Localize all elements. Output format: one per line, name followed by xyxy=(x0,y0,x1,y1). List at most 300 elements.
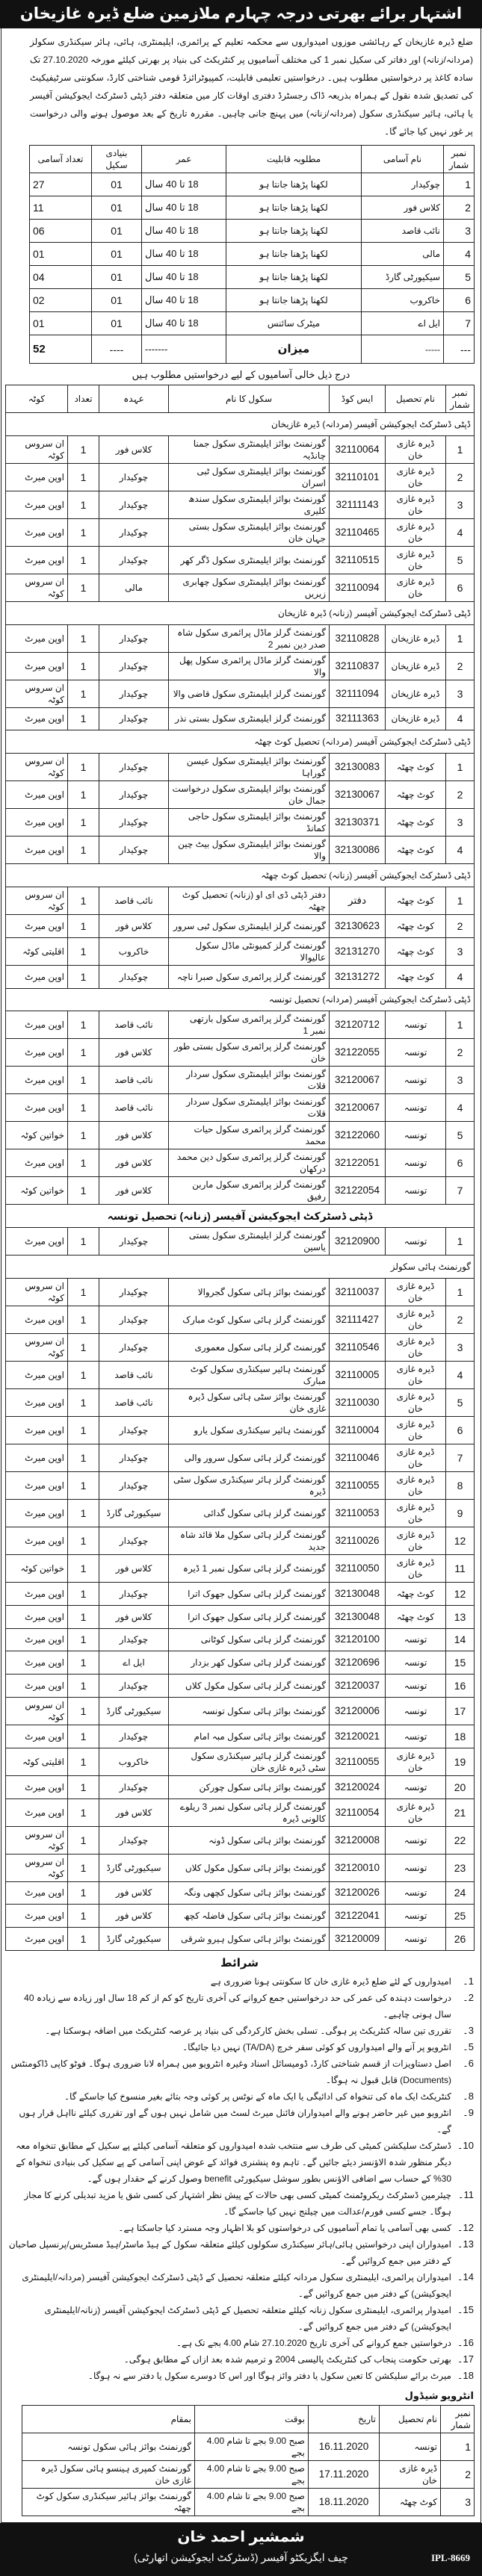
table-row xyxy=(6,1011,475,1039)
quota-cell: اوپن میرٹ xyxy=(6,1527,68,1554)
quota-cell: اوپن میرٹ xyxy=(6,1905,68,1928)
signatory-name: شمشیر احمد خان xyxy=(177,2528,305,2545)
school-code-cell: 32110050 xyxy=(330,1554,386,1582)
ad-border xyxy=(1,28,481,2523)
serial-cell: 12 xyxy=(446,1582,475,1605)
tehsil-cell: تونسہ xyxy=(386,1854,446,1881)
quota-cell: اوپن میرٹ xyxy=(6,1067,68,1094)
tehsil-cell: کوٹ چھٹہ xyxy=(386,754,446,781)
count-cell: 1 xyxy=(68,1471,99,1499)
vacancies-heading: درج ذیل خالی آسامیوں کے لیے درخواستیں مطلوب ہیں xyxy=(132,369,350,380)
count-cell: 1 xyxy=(68,1444,99,1471)
section-title: ڈپٹی ڈسٹرکٹ ایجوکیشن آفیسر (مردانہ) تحصیل تونسہ xyxy=(6,988,475,1011)
signatory-designation: چیف ایگزیکٹو آفیسر (ڈسٹرکٹ ایجوکیشن اتھارٹی) xyxy=(134,2551,348,2563)
condition-text: امیدواران پرائمری، ایلیمنٹری سکول مردانہ کیلئے متعلقہ تحصیل کے ڈپٹی ڈسٹرکٹ ایجوکیشن آفیسر (مردانہ/ایلیمنٹری ایجوکیشن) کے دفتر میں جمع کروائیں گے۔ xyxy=(22,2271,451,2299)
school-name-cell: گورنمنٹ گرلز ہائی سکول گدائی xyxy=(169,1499,330,1527)
quota-cell: اوپن میرٹ xyxy=(6,1011,68,1039)
school-name-cell: گورنمنٹ گرلز ہائی سکول سرور والی xyxy=(169,1444,330,1471)
signatory-row xyxy=(0,2548,482,2568)
post-name-cell: نائب قاصد xyxy=(362,220,444,243)
table-row xyxy=(6,518,475,546)
post-name-cell: خاکروب xyxy=(362,289,444,312)
school-name-cell: گورنمنٹ بوائز ایلیمنٹری سکول سندھ کلیری xyxy=(169,491,330,518)
count-cell: 1 xyxy=(68,1725,99,1748)
table-row xyxy=(6,1826,475,1854)
post-cell: نائب قاصد xyxy=(99,1067,169,1094)
school-code-cell: 32120037 xyxy=(330,1675,386,1698)
post-cell: کلاس فور xyxy=(99,1039,169,1067)
quota-cell: اوپن میرٹ xyxy=(6,1094,68,1122)
serial-cell: 1 xyxy=(446,754,475,781)
school-code-cell: 32110005 xyxy=(330,1361,386,1388)
school-code-cell: 32120100 xyxy=(330,1628,386,1651)
conditions-list xyxy=(5,1973,474,2384)
venue-cell: گورنمنٹ بوائز ہائیر سیکنڈری سکول کوٹ چھٹہ xyxy=(22,2488,195,2516)
column-header: بوقت xyxy=(195,2405,309,2433)
serial-cell: 1 xyxy=(446,1278,475,1306)
tehsil-cell: تونسہ xyxy=(380,2433,441,2460)
total-cell: --- xyxy=(444,335,475,364)
post-cell: سیکیورٹی گارڈ xyxy=(99,1499,169,1527)
post-cell: چوکیدار xyxy=(99,1228,169,1256)
qualification-cell: لکھنا پڑھنا جانتا ہو xyxy=(226,220,362,243)
condition-number: 17۔ xyxy=(457,2353,474,2365)
ad-title: اشتہار برائے بھرتی درجہ چہارم ملازمین ضلع ڈیرہ غازیخان xyxy=(0,0,482,28)
condition-text: درخواستیں جمع کروانے کی آخری تاریخ 27.10.2020 شام 4.00 بجے تک ہے۔ xyxy=(176,2337,451,2348)
school-code-cell: 32120024 xyxy=(330,1775,386,1798)
count-cell: 1 xyxy=(68,652,99,680)
serial-cell: 3 xyxy=(446,937,475,965)
count-cell: 1 xyxy=(68,1697,99,1725)
condition-text: درخواست دہندہ کی عمر کی حد درخواستیں جمع کروانے کی آخری تاریخ کو کم از کم 18 سال اور زیادہ سے زیادہ 40 سال ہونی چاہیے۔ xyxy=(24,1992,451,2020)
serial-cell: 15 xyxy=(446,1651,475,1675)
serial-cell: 2 xyxy=(446,1039,475,1067)
school-code-cell: 32110037 xyxy=(330,1278,386,1306)
post-cell: چوکیدار xyxy=(99,1826,169,1854)
post-cell: کلاس فور xyxy=(99,1122,169,1149)
table-row xyxy=(6,1675,475,1698)
table-row xyxy=(6,914,475,937)
section-title: ڈپٹی ڈسٹرکٹ ایجوکیشن آفیسر (مردانہ) تحصیل کوٹ چھٹہ xyxy=(6,730,475,754)
condition-item xyxy=(5,2368,474,2384)
serial-cell: 4 xyxy=(446,1361,475,1388)
table-row xyxy=(6,652,475,680)
quota-cell: اوپن میرٹ xyxy=(6,1675,68,1698)
post-cell: کلاس فور xyxy=(99,1177,169,1205)
school-name-cell: گورنمنٹ گرلز پرائمری سکول صبرا ناچہ xyxy=(169,965,330,988)
column-header: مطلوبہ قابلیت xyxy=(226,146,362,173)
table-row xyxy=(30,173,475,196)
post-cell: چوکیدار xyxy=(99,1471,169,1499)
quota-cell: اوپن میرٹ xyxy=(6,546,68,574)
table-row xyxy=(6,809,475,837)
condition-number: 12۔ xyxy=(457,2221,474,2233)
condition-number: 11۔ xyxy=(457,2188,474,2200)
count-cell: 1 xyxy=(68,1177,99,1205)
serial-cell: 7 xyxy=(444,312,475,335)
qualification-cell: میٹرک سائنس xyxy=(226,312,362,335)
vacancies-table xyxy=(5,385,475,1951)
tehsil-cell: ڈیرہ غازی خان xyxy=(386,518,446,546)
serial-cell: 1 xyxy=(444,173,475,196)
post-cell: نائب قاصد xyxy=(99,1361,169,1388)
quota-cell: اوپن میرٹ xyxy=(6,1725,68,1748)
serial-cell: 5 xyxy=(446,546,475,574)
count-cell: 1 xyxy=(68,1605,99,1628)
count-cell: 1 xyxy=(68,574,99,601)
serial-cell: 2 xyxy=(446,463,475,491)
school-name-cell: گورنمنٹ بوائز ایلیمنٹری سکول بستی جہان خان xyxy=(169,518,330,546)
post-cell: چوکیدار xyxy=(99,518,169,546)
condition-item xyxy=(5,2187,474,2220)
serial-cell: 1 xyxy=(446,1011,475,1039)
count-cell: 1 xyxy=(68,1798,99,1826)
quota-cell: اوپن میرٹ xyxy=(6,837,68,864)
table-row xyxy=(6,1582,475,1605)
serial-cell: 2 xyxy=(446,652,475,680)
serial-cell: 20 xyxy=(446,1775,475,1798)
post-cell: چوکیدار xyxy=(99,546,169,574)
count-cell: 1 xyxy=(68,1675,99,1698)
school-name-cell: گورنمنٹ گرلز پرائمری سکول ماربن رفیق xyxy=(169,1177,330,1205)
table-row xyxy=(6,1928,475,1951)
column-header: تعداد xyxy=(68,385,99,413)
section-header-row xyxy=(6,601,475,624)
serial-cell: 5 xyxy=(444,266,475,289)
scale-cell: 01 xyxy=(92,289,142,312)
quota-cell: اوپن میرٹ xyxy=(6,1928,68,1951)
tehsil-cell: ڈیرہ غازی خان xyxy=(380,2460,441,2488)
post-cell: ایل اے xyxy=(99,1651,169,1675)
ad-reference-number: IPL-8669 xyxy=(431,2551,470,2563)
qualification-cell: لکھنا پڑھنا جانتا ہو xyxy=(226,266,362,289)
post-cell: چوکیدار xyxy=(99,809,169,837)
count-cell: 1 xyxy=(68,1905,99,1928)
school-name-cell: گورنمنٹ بوائز ہائی سکول تونسہ xyxy=(169,1697,330,1725)
scale-cell: 01 xyxy=(92,173,142,196)
condition-number: 5۔ xyxy=(463,2040,474,2052)
tehsil-cell: تونسہ xyxy=(386,1905,446,1928)
school-code-cell: 32120008 xyxy=(330,1826,386,1854)
quota-cell: خواتین کوٹہ xyxy=(6,1554,68,1582)
school-name-cell: گورنمنٹ بوائز ایلیمنٹری سکول درخواست جمال خان xyxy=(169,781,330,809)
interview-schedule-table xyxy=(22,2405,475,2516)
column-header: ایس کوڈ xyxy=(330,385,386,413)
post-cell: چوکیدار xyxy=(99,1444,169,1471)
count-cell: 1 xyxy=(68,491,99,518)
serial-cell: 24 xyxy=(446,1881,475,1905)
tehsil-cell: تونسہ xyxy=(386,1011,446,1039)
table-row xyxy=(30,196,475,220)
tehsil-cell: کوٹ چھٹہ xyxy=(386,809,446,837)
school-code-cell: 32110515 xyxy=(330,546,386,574)
table-row xyxy=(6,624,475,652)
table-row xyxy=(6,1651,475,1675)
school-name-cell: گورنمنٹ بوائز ایلیمنٹری سکول چھابری زیریں xyxy=(169,574,330,601)
count-cell: 1 xyxy=(68,1011,99,1039)
post-cell: کلاس فور xyxy=(99,1798,169,1826)
count-cell: 1 xyxy=(68,887,99,914)
count-cell: 1 xyxy=(68,1854,99,1881)
tehsil-cell: ڈیرہ غازی خان xyxy=(386,1278,446,1306)
scale-cell: 01 xyxy=(92,243,142,266)
post-cell: سیکیورٹی گارڈ xyxy=(99,1928,169,1951)
quota-cell: ان سروس کوٹہ xyxy=(6,1278,68,1306)
date-cell: 17.11.2020 xyxy=(309,2460,380,2488)
quota-cell: اوپن میرٹ xyxy=(6,1582,68,1605)
serial-cell: 8 xyxy=(446,1471,475,1499)
condition-text: امیدوار پرائمری، ایلیمنٹری سکول زنانہ کیلئے متعلقہ تحصیل کے ڈپٹی ڈسٹرکٹ ایجوکیشن آفیسر (زنانہ/ایلیمنٹری ایجوکیشن) کے دفتر میں جمع کروائیں گے۔ xyxy=(44,2304,451,2332)
serial-cell: 1 xyxy=(446,624,475,652)
count-cell: 1 xyxy=(68,1775,99,1798)
count-cell: 1 xyxy=(68,624,99,652)
school-name-cell: گورنمنٹ گرلز ہائر سیکنڈری سکول سٹی ڈیرہ xyxy=(169,1471,330,1499)
serial-cell: 17 xyxy=(446,1697,475,1725)
footer-signature-block xyxy=(0,2523,482,2576)
school-code-cell: 32130067 xyxy=(330,781,386,809)
school-code-cell: 32110546 xyxy=(330,1333,386,1361)
school-code-cell: 32110046 xyxy=(330,1444,386,1471)
table-row xyxy=(6,1499,475,1527)
conditions-title: شرائط xyxy=(220,1956,259,1970)
table-row xyxy=(6,435,475,463)
tehsil-cell: کوٹ چھٹہ xyxy=(386,781,446,809)
table-row xyxy=(6,754,475,781)
tehsil-cell: کوٹ چھٹہ xyxy=(386,965,446,988)
quota-cell: اوپن میرٹ xyxy=(6,1306,68,1333)
serial-cell: 6 xyxy=(446,1149,475,1177)
quota-cell: اوپن میرٹ xyxy=(6,1416,68,1444)
school-code-cell: 32122055 xyxy=(330,1039,386,1067)
school-code-cell: دفتر xyxy=(330,887,386,914)
condition-text: انٹرویو پر آنے والے امیدواروں کو کوئی سفر خرچ (TA/DA) نہیں دیا جائیگا۔ xyxy=(182,2041,451,2052)
table-row xyxy=(6,1775,475,1798)
post-cell: خاکروب xyxy=(99,937,169,965)
table-row xyxy=(6,1605,475,1628)
tehsil-cell: ڈیرہ غازی خان xyxy=(386,1306,446,1333)
school-code-cell: 32110055 xyxy=(330,1748,386,1775)
table-row xyxy=(6,707,475,730)
tehsil-cell: ڈیرہ غازی خان xyxy=(386,1416,446,1444)
count-cell: 1 xyxy=(68,1928,99,1951)
total-row xyxy=(30,335,475,364)
post-name-cell: سیکیورٹی گارڈ xyxy=(362,266,444,289)
qualification-cell: لکھنا پڑھنا جانتا ہو xyxy=(226,243,362,266)
school-name-cell: گورنمنٹ گرلز ہائی سکول ملا قائد شاہ جدید xyxy=(169,1527,330,1554)
tehsil-cell: کوٹ چھٹہ xyxy=(386,887,446,914)
condition-text: میرٹ برائے سلیکشن کا تعین سکول یا دفتر وائز ہوگا اور اس کا دوسرے سکول یا دفتر سے نہ ہوگا۔ xyxy=(87,2370,451,2381)
column-header: عہدہ xyxy=(99,385,169,413)
tehsil-cell: ڈیرہ غازی خان xyxy=(386,1361,446,1388)
school-name-cell: گورنمنٹ بوائز ایلیمنٹری سکول ڈگر کھر xyxy=(169,546,330,574)
table-row xyxy=(6,781,475,809)
total-cell: ---- xyxy=(92,335,142,364)
count-cell: 1 xyxy=(68,680,99,707)
school-name-cell: دفتر ڈپٹی ڈی ای او (زنانہ) تحصیل کوٹ چھٹہ xyxy=(169,887,330,914)
school-code-cell: 32130083 xyxy=(330,754,386,781)
school-name-cell: گورنمنٹ بوائز ہائی سکول کچھی ونگہ xyxy=(169,1881,330,1905)
qualification-cell: لکھنا پڑھنا جانتا ہو xyxy=(226,173,362,196)
serial-cell: 5 xyxy=(446,1388,475,1416)
serial-cell: 3 xyxy=(446,680,475,707)
quota-cell: اوپن میرٹ xyxy=(6,707,68,730)
school-name-cell: گورنمنٹ بوائز سٹی ہائی سکول ڈیرہ غازی خان xyxy=(169,1388,330,1416)
interview-schedule-title: انٹرویو شیڈول xyxy=(404,2389,474,2401)
post-cell: چوکیدار xyxy=(99,1628,169,1651)
post-cell: چوکیدار xyxy=(99,1333,169,1361)
serial-cell: 7 xyxy=(446,1444,475,1471)
tehsil-cell: ڈیرہ غازی خان xyxy=(386,1798,446,1826)
school-name-cell: گورنمنٹ گرلز پرائمری سکول بارتھی نمبر 1 xyxy=(169,1011,330,1039)
post-cell: کلاس فور xyxy=(99,914,169,937)
count-cell: 01 xyxy=(30,243,92,266)
post-cell: چوکیدار xyxy=(99,680,169,707)
serial-cell: 26 xyxy=(446,1928,475,1951)
school-code-cell: 32130371 xyxy=(330,809,386,837)
post-cell: کلاس فور xyxy=(99,1905,169,1928)
tehsil-cell: تونسہ xyxy=(386,1228,446,1256)
school-name-cell: گورنمنٹ گرلز ماڈل پرائمری سکول پھل والا xyxy=(169,652,330,680)
post-cell: چوکیدار xyxy=(99,781,169,809)
count-cell: 1 xyxy=(68,707,99,730)
count-cell: 1 xyxy=(68,1651,99,1675)
quota-cell: اوپن میرٹ xyxy=(6,809,68,837)
condition-item xyxy=(5,2039,474,2055)
school-code-cell: 32120712 xyxy=(330,1011,386,1039)
section-header-row xyxy=(6,988,475,1011)
school-code-cell: 32111094 xyxy=(330,680,386,707)
table-row xyxy=(30,220,475,243)
school-code-cell: 32130086 xyxy=(330,837,386,864)
tehsil-cell: ڈیرہ غازی خان xyxy=(386,1527,446,1554)
tehsil-cell: ڈیرہ غازی خان xyxy=(386,1471,446,1499)
condition-number: 18۔ xyxy=(457,2369,474,2381)
count-cell: 1 xyxy=(68,1881,99,1905)
section-title: ڈپٹی ڈسٹرکٹ ایجوکیشن آفیسر (زنانہ) تحصیل کوٹ چھٹہ xyxy=(6,864,475,887)
tehsil-cell: کوٹ چھٹہ xyxy=(386,937,446,965)
count-cell: 1 xyxy=(68,1094,99,1122)
time-cell: صبح 9.00 بجے تا شام 4.00 بجے xyxy=(195,2433,309,2460)
age-cell: 18 تا 40 سال xyxy=(142,289,226,312)
section-header-row xyxy=(6,1205,475,1228)
condition-item xyxy=(5,2302,474,2335)
tehsil-cell: ڈیرہ غازی خان xyxy=(386,574,446,601)
tehsil-cell: تونسہ xyxy=(386,1039,446,1067)
count-cell: 1 xyxy=(68,463,99,491)
condition-number: 9۔ xyxy=(463,2106,474,2118)
table-row xyxy=(6,1416,475,1444)
tehsil-cell: تونسہ xyxy=(386,1628,446,1651)
school-name-cell: گورنمنٹ ہائیر سیکنڈری سکول کوٹ مبارک xyxy=(169,1361,330,1388)
quota-cell: اوپن میرٹ xyxy=(6,1651,68,1675)
count-cell: 1 xyxy=(68,1306,99,1333)
count-cell: 1 xyxy=(68,1278,99,1306)
section-header-row xyxy=(6,730,475,754)
post-cell: چوکیدار xyxy=(99,624,169,652)
table-row xyxy=(6,546,475,574)
condition-number: 10۔ xyxy=(457,2139,474,2151)
school-code-cell: 32120026 xyxy=(330,1881,386,1905)
table-header-row xyxy=(6,385,475,413)
section-title: ڈپٹی ڈسٹرکٹ ایجوکیشن آفیسر (زنانہ) تحصیل تونسہ xyxy=(6,1205,475,1228)
serial-cell: 4 xyxy=(446,837,475,864)
column-header: کوٹہ xyxy=(6,385,68,413)
table-row xyxy=(6,887,475,914)
tehsil-cell: تونسہ xyxy=(386,1149,446,1177)
school-code-cell: 32130048 xyxy=(330,1605,386,1628)
tehsil-cell: ڈیرہ غازی خان xyxy=(386,1333,446,1361)
table-row xyxy=(30,243,475,266)
date-cell: 16.11.2020 xyxy=(309,2433,380,2460)
serial-cell: 3 xyxy=(446,809,475,837)
quota-cell: ان سروس کوٹہ xyxy=(6,1854,68,1881)
post-cell: نائب قاصد xyxy=(99,1011,169,1039)
total-cell: ----- xyxy=(362,335,444,364)
condition-item xyxy=(5,2269,474,2302)
serial-cell: 2 xyxy=(446,781,475,809)
count-cell: 1 xyxy=(68,1416,99,1444)
condition-number: 3۔ xyxy=(463,2024,474,2036)
school-code-cell: 32120067 xyxy=(330,1094,386,1122)
table-row xyxy=(6,1798,475,1826)
count-cell: 1 xyxy=(68,1149,99,1177)
conditions-section xyxy=(5,1954,474,2384)
table-header-row xyxy=(30,146,475,173)
table-row xyxy=(30,312,475,335)
serial-cell: 3 xyxy=(444,220,475,243)
venue-cell: گورنمنٹ بوائز ہائی سکول تونسہ xyxy=(22,2433,195,2460)
post-cell: مالی xyxy=(99,574,169,601)
count-cell: 1 xyxy=(68,546,99,574)
school-name-cell: گورنمنٹ گرلز ہائی سکول نمبر 1 ڈیرہ xyxy=(169,1554,330,1582)
tehsil-cell: ڈیرہ غازیخان xyxy=(386,680,446,707)
age-cell: 18 تا 40 سال xyxy=(142,266,226,289)
table-row xyxy=(22,2488,475,2516)
tehsil-cell: ڈیرہ غازی خان xyxy=(386,463,446,491)
post-cell: چوکیدار xyxy=(99,491,169,518)
table-row xyxy=(6,1067,475,1094)
school-name-cell: گورنمنٹ بوائز ہائی سکول مبہ امام xyxy=(169,1725,330,1748)
intro-paragraph: ضلع ڈیرہ غازیخان کے رہائشی موزوں امیدواروں سے محکمہ تعلیم کے پرائمری، ایلیمنٹری، ہائی، ہائر سیکنڈری سکولز (مردانہ/زنانہ) اور دفاتر کی سکیل نمبر 1 کی مختلف آسامیوں پر کنٹریکٹ کی بنیاد پر بھرتی کیلئے مورخہ 27.10.2020 تک سادہ کاغذ پر درخواستیں مطلوب ہیں۔ درخواستیں تعلیمی قابلیت، کمپیوٹرائزڈ قومی شناختی کارڈ، سکونتی سرٹیفیکیٹ کی تصدیق شدہ نقول کے ہمراہ بذریعہ ڈاک رجسٹرڈ دفتری اوقات کار میں متعلقہ دفتر ڈپٹی ڈسٹرکٹ ایجوکیشن آفیسر یا ہائی، ہائیر سیکنڈری سکول (مردانہ/زنانہ) میں پہنچ جانی چاہیں۔ مقررہ تاریخ کے بعد موصول ہونے والی درخواست پر غور نہیں کیا جائے گا۔ xyxy=(30,37,473,137)
table-row xyxy=(6,1122,475,1149)
quota-cell: ان سروس کوٹہ xyxy=(6,574,68,601)
condition-number: 2۔ xyxy=(463,1991,474,2003)
total-count-cell: 52 xyxy=(30,335,92,364)
serial-cell: 11 xyxy=(446,1554,475,1582)
serial-cell: 4 xyxy=(446,707,475,730)
tehsil-cell: کوٹ چھٹہ xyxy=(380,2488,441,2516)
school-name-cell: گورنمنٹ گرلز ہائی سکول جھوک اترا xyxy=(169,1582,330,1605)
post-cell: چوکیدار xyxy=(99,1582,169,1605)
school-name-cell: گورنمنٹ گرلز ایلیمنٹری سکول قاضی والا xyxy=(169,680,330,707)
scale-cell: 01 xyxy=(92,312,142,335)
post-cell: چوکیدار xyxy=(99,754,169,781)
scale-cell: 01 xyxy=(92,196,142,220)
school-name-cell: گورنمنٹ بوائز ایلیمنٹری سکول عیسن گوراہا xyxy=(169,754,330,781)
table-row xyxy=(6,1388,475,1416)
count-cell: 1 xyxy=(68,435,99,463)
school-code-cell: 32110030 xyxy=(330,1388,386,1416)
serial-cell: 2 xyxy=(446,1306,475,1333)
condition-number: 14۔ xyxy=(457,2271,474,2282)
tehsil-cell: ڈیرہ غازی خان xyxy=(386,1444,446,1471)
serial-cell: 6 xyxy=(446,1416,475,1444)
condition-text: امیدواروں کے لئے ضلع ڈیرہ غازی خان کا سکونتی ہونا ضروری ہے xyxy=(210,1976,451,1987)
scale-cell: 01 xyxy=(92,220,142,243)
tehsil-cell: ڈیرہ غازی خان xyxy=(386,1554,446,1582)
quota-cell: ان سروس کوٹہ xyxy=(6,1826,68,1854)
quota-cell: اقلیتی کوٹہ xyxy=(6,1748,68,1775)
